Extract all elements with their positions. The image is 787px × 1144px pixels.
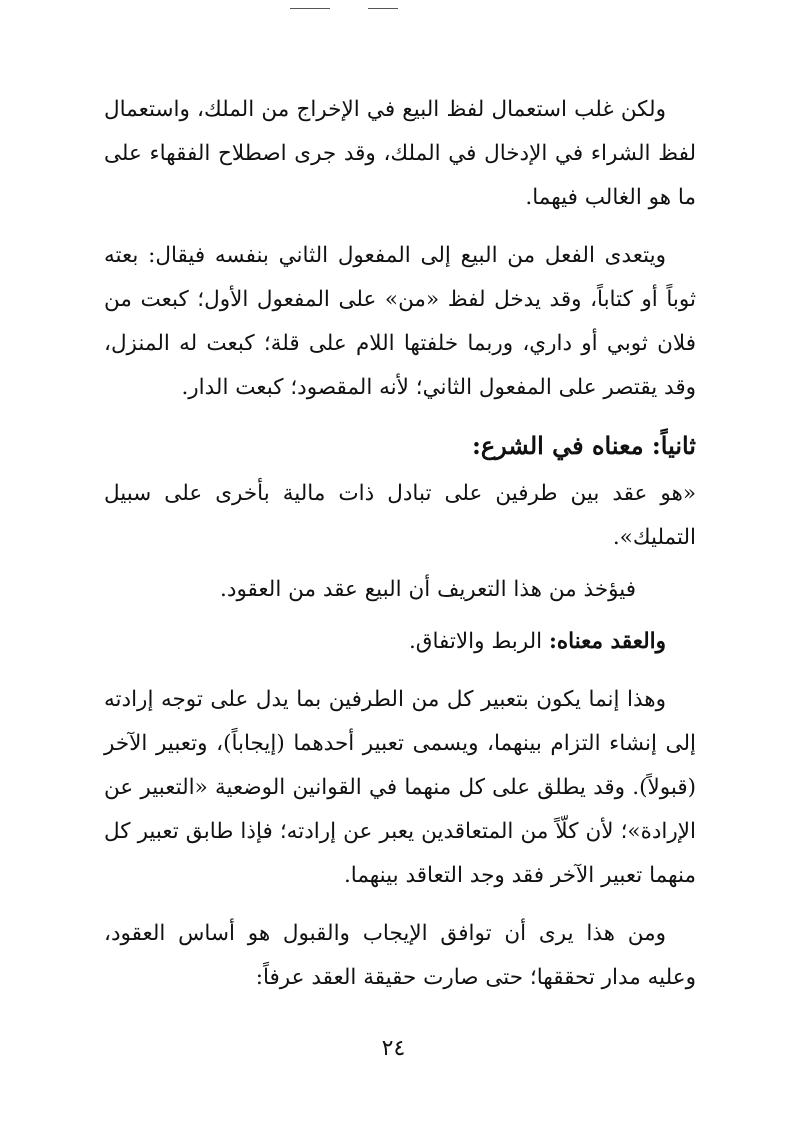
paragraph-contract-meaning — [104, 620, 696, 664]
paragraph-sale-usage: ولكن غلب استعمال لفظ البيع في الإخراج من الملك، واستعمال لفظ الشراء في الإدخال في الملك، وقد جرى اصطلاح الفقهاء على ما هو الغالب فيهما. — [104, 97, 696, 210]
contract-meaning-lead: والعقد معناه: — [548, 629, 666, 654]
top-rule-right — [368, 8, 398, 9]
top-rule-left — [290, 8, 330, 9]
paragraph-verb-transitivity: ويتعدى الفعل من البيع إلى المفعول الثاني بنفسه فيقال: بعته ثوباً أو كتاباً، وقد يدخل لفظ «من» على المفعول الأول؛ كبعت من فلان ثوبي أو داري، وربما خلفتها اللام على قلة؛ كبعت له المنزل، وقد يقتصر على المفعول الثاني؛ لأنه المقصود؛ كبعت الدار. — [104, 243, 696, 400]
paragraph-offer-acceptance: وهذا إنما يكون بتعبير كل من الطرفين بما يدل على توجه إرادته إلى إنشاء التزام بينهما، ويسمى تعبير أحدهما (إيجاباً)، وتعبير الآخر (قبولاً). وقد يطلق على كل منهما في القوانين الوضعية «التعبير عن الإرادة»؛ لأن كلّاً من المتعاقدين يعبر عن إرادته؛ فإذا طابق تعبير كل منهما تعبير الآخر فقد وجد التعاقد بينهما. — [104, 687, 696, 888]
paragraph-definition-inference: فيؤخذ من هذا التعريف أن البيع عقد من العقود. — [220, 577, 636, 602]
page-number: ٢٤ — [381, 1036, 406, 1061]
paragraph-concordance: ومن هذا يرى أن توافق الإيجاب والقبول هو أساس العقود، وعليه مدار تحققها؛ حتى صارت حقيقة العقد عرفاً: — [104, 921, 696, 990]
paragraph-definition-quote: «هو عقد بين طرفين على تبادل ذات مالية بأخرى على سبيل التمليك». — [104, 481, 696, 550]
contract-meaning-text: الربط والاتفاق. — [408, 629, 549, 654]
page-body — [104, 88, 696, 1000]
section-heading-legal-meaning: ثانياً: معناه في الشرع: — [471, 431, 696, 460]
